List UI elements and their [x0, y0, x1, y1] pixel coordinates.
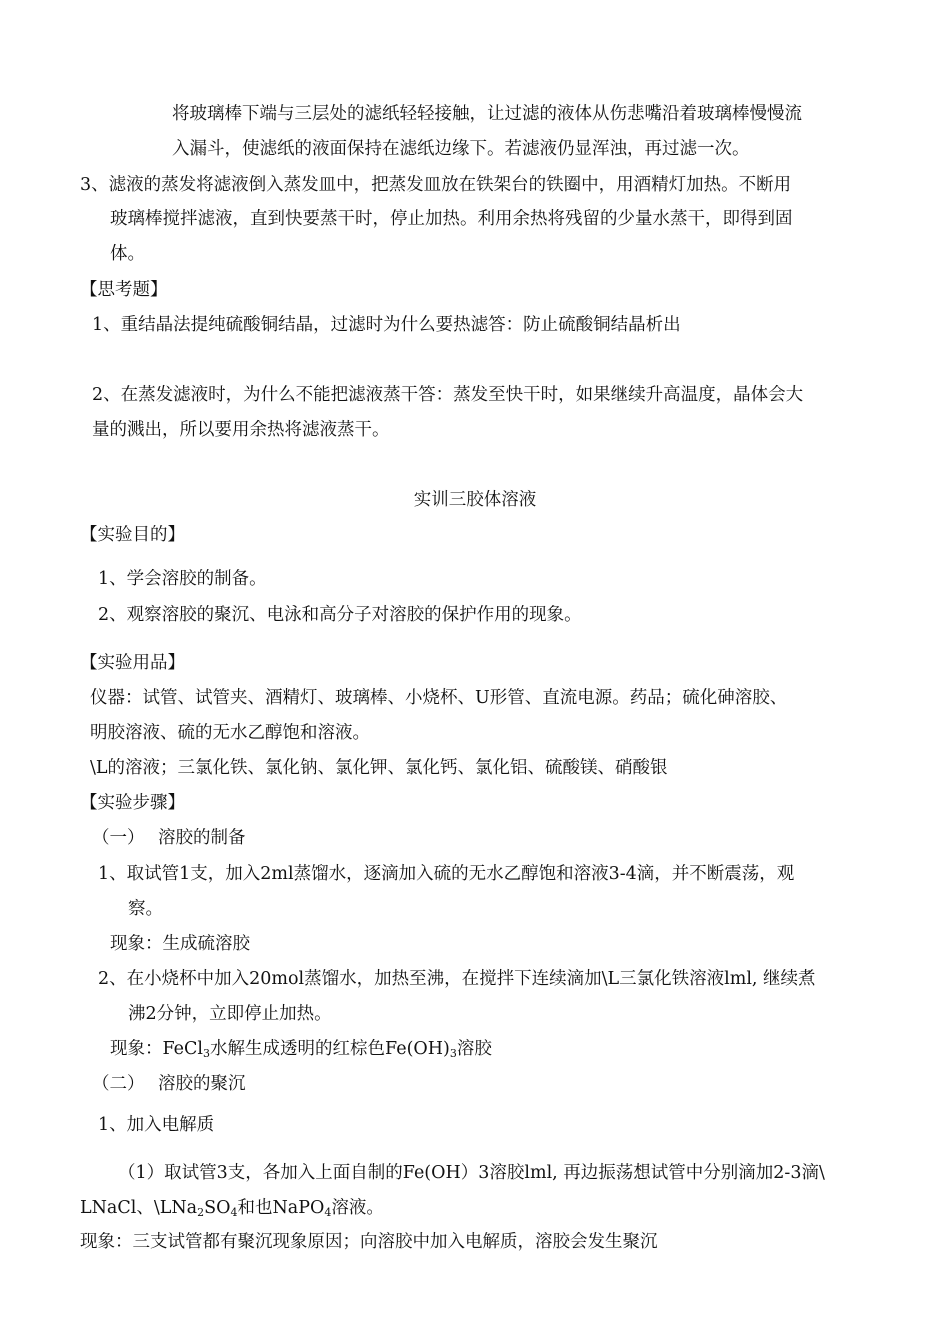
list-item: 1、学会溶胶的制备。	[98, 569, 267, 589]
section-heading: 【实验用品】	[80, 653, 185, 673]
text-line: 沸2分钟，立即停止加热。	[128, 1004, 332, 1024]
text-line: 明胶溶液、硫的无水乙醇饱和溶液。	[90, 723, 370, 743]
list-item: 1、取试管1支，加入2ml蒸馏水，逐滴加入硫的无水乙醇饱和溶液3-4滴，并不断震荡，观	[98, 864, 795, 884]
text-line: 体。	[110, 244, 145, 264]
page-title: 实训三胶体溶液	[413, 490, 537, 510]
text-line: 仪器：试管、试管夹、酒精灯、玻璃棒、小烧杯、U形管、直流电源。药品；硫化砷溶胶、	[90, 688, 788, 708]
subsection-title: 溶胶的制备	[158, 828, 246, 848]
text-line: 将玻璃棒下端与三层处的滤纸轻轻接触，让过滤的液体从伤悲嘴沿着玻璃棒慢慢流	[172, 104, 802, 124]
section-heading: 【思考题】	[80, 280, 168, 300]
observation: 现象：三支试管都有聚沉现象原因；向溶胶中加入电解质，溶胶会发生聚沉	[80, 1232, 658, 1252]
question-2-cont: 量的溅出，所以要用余热将滤液蒸干。	[92, 420, 390, 440]
text-line: \L的溶液；三氯化铁、氯化钠、氯化钾、氯化钙、氯化铝、硫酸镁、硝酸银	[90, 758, 668, 778]
section-heading: 【实验目的】	[80, 525, 185, 545]
question-2: 2、在蒸发滤液时，为什么不能把滤液蒸干答：蒸发至快干时，如果继续升高温度，晶体会大	[92, 385, 804, 405]
observation: 现象：FeCl$_3$水解生成透明的红棕色$Fe(OH)_3$溶胶	[110, 1039, 492, 1060]
subsection-title: 溶胶的聚沉	[158, 1074, 246, 1094]
question-1: 1、重结晶法提纯硫酸铜结晶，过滤时为什么要热滤答：防止硫酸铜结晶析出	[92, 315, 681, 335]
list-item: 1、加入电解质	[98, 1115, 215, 1135]
observation: 现象：生成硫溶胶	[110, 934, 250, 954]
section-heading: 【实验步骤】	[80, 793, 185, 813]
text-line: LNaCl、$\backslash LNa_2SO_4$和也NaPO$_4$溶液。	[80, 1198, 384, 1219]
list-item: 2、观察溶胶的聚沉、电泳和高分子对溶胶的保护作用的现象。	[98, 605, 582, 625]
text-line: 入漏斗，使滤纸的液面保持在滤纸边缘下。若滤液仍显浑浊，再过滤一次。	[172, 139, 750, 159]
subsection-number: （一）	[92, 828, 145, 848]
text-line: 玻璃棒搅拌滤液，直到快要蒸干时，停止加热。利用余热将残留的少量水蒸干，即得到固	[110, 209, 793, 229]
text-line: （1）取试管3支，各加入上面自制的Fe(OH）3溶胶lml, 再边振荡想试管中分别滴加2-3滴\	[118, 1163, 825, 1183]
subsection-number: （二）	[92, 1074, 145, 1094]
text-line: 察。	[128, 899, 163, 919]
list-item: 2、在小烧杯中加入20mol蒸馏水，加热至沸，在搅拌下连续滴加\L三氯化铁溶液lml, 继续煮	[98, 969, 816, 989]
text-line: 3、滤液的蒸发将滤液倒入蒸发皿中，把蒸发皿放在铁架台的铁圈中，用酒精灯加热。不断用	[80, 175, 792, 195]
